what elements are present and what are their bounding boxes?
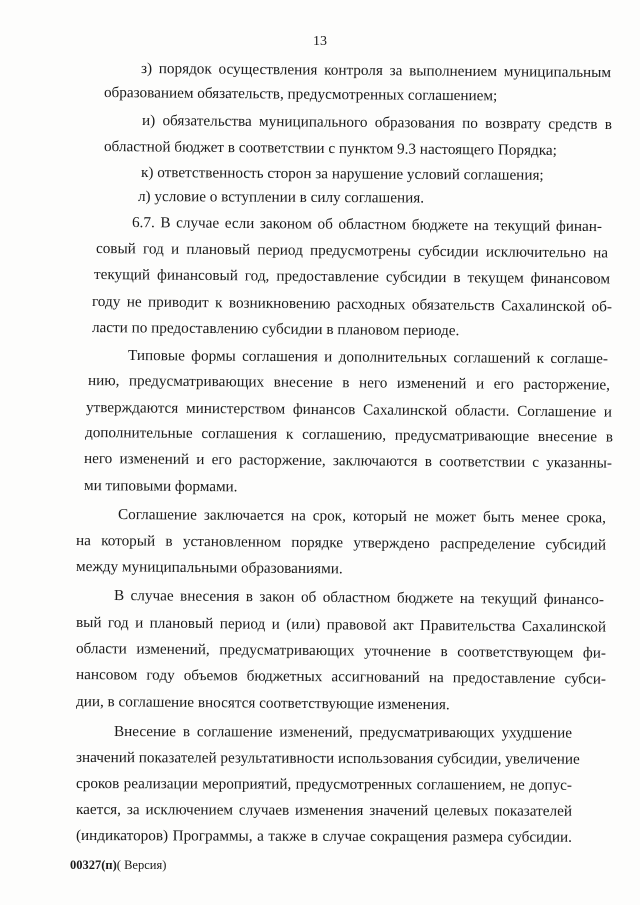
text-line: л) условие о вступлении в силу соглашения. xyxy=(137,188,425,207)
footer xyxy=(70,858,166,873)
text-line: вый год и плановый период и (или) правовой акт Правительства Сахалинской xyxy=(75,614,607,636)
text-line: Типовые формы соглашения и дополнительных соглашений к соглаше- xyxy=(127,347,609,368)
text-line: области изменений, предусматривающих уточнение в соответствующем фи- xyxy=(75,640,607,662)
page-number: 13 xyxy=(313,34,327,49)
text-line: между муниципальными образованиями. xyxy=(75,558,343,578)
text-line: и) обязательства муниципального образования по возврату средств в xyxy=(141,112,613,134)
text-line: него изменений и его расторжение, заключаются в соответствии с указанны- xyxy=(83,450,613,472)
text-line: В случае внесения в закон об областном бюджете на текущий финансо- xyxy=(113,587,605,609)
text-line: областной бюджет в соответствии с пунктом 9.3 настоящего Порядка; xyxy=(103,138,557,159)
text-line: з) порядок осуществления контроля за выполнением муниципальным xyxy=(140,60,612,82)
text-line: образованием обязательств, предусмотренных соглашением; xyxy=(103,84,498,105)
text-line: дии, в соглашение вносятся соответствующие изменения. xyxy=(75,693,450,714)
document-version: ( Версия) xyxy=(116,858,167,872)
text-line: текущий финансовый год, предоставление субсидии в текущем финансовом xyxy=(93,266,611,288)
document-code: 00327(п) xyxy=(70,858,117,872)
text-line: кается, за исключением случаев изменения значений целевых показателей xyxy=(75,801,573,820)
text-line: на который в установленном порядке утверждено распределение субсидий xyxy=(75,532,607,554)
text-line: нию, предусматривающих внесение в него изменений и его расторжение, xyxy=(87,372,611,394)
text-line: сроков реализации мероприятий, предусмотренных соглашением, не допус- xyxy=(75,775,573,794)
text-line: нансовом году объемов бюджетных ассигнований на предоставление субси- xyxy=(75,666,607,688)
text-line: году не приводит к возникновению расходных обязательств Сахалинской об- xyxy=(91,293,613,316)
text-line: (индикаторов) Программы, а также в случае сокращения размера субсидии. xyxy=(75,827,573,846)
text-line: Внесение в соглашение изменений, предусматривающих ухудшение xyxy=(113,723,573,742)
text-line: дополнительные соглашения к соглашению, предусматривающие внесение в xyxy=(84,424,614,446)
text-line: ласти по предоставлению субсидии в плановом периоде. xyxy=(91,319,460,340)
text-line: Соглашение заключается на срок, который не может быть менее срока, xyxy=(117,506,607,527)
text-line: значений показателей результативности использования субсидии, увеличение xyxy=(75,749,580,768)
text-line: совый год и плановый период предусмотрены субсидии исключительно на xyxy=(95,240,609,262)
text-line: к) ответственность сторон за нарушение условий соглашения; xyxy=(140,164,544,184)
text-line: утверждаются министерством финансов Сахалинской области. Соглашение и xyxy=(85,399,613,421)
text-line: ми типовыми формами. xyxy=(83,477,238,496)
text-line: 6.7. В случае если законом об областном бюджете на текущий финан- xyxy=(131,214,603,236)
